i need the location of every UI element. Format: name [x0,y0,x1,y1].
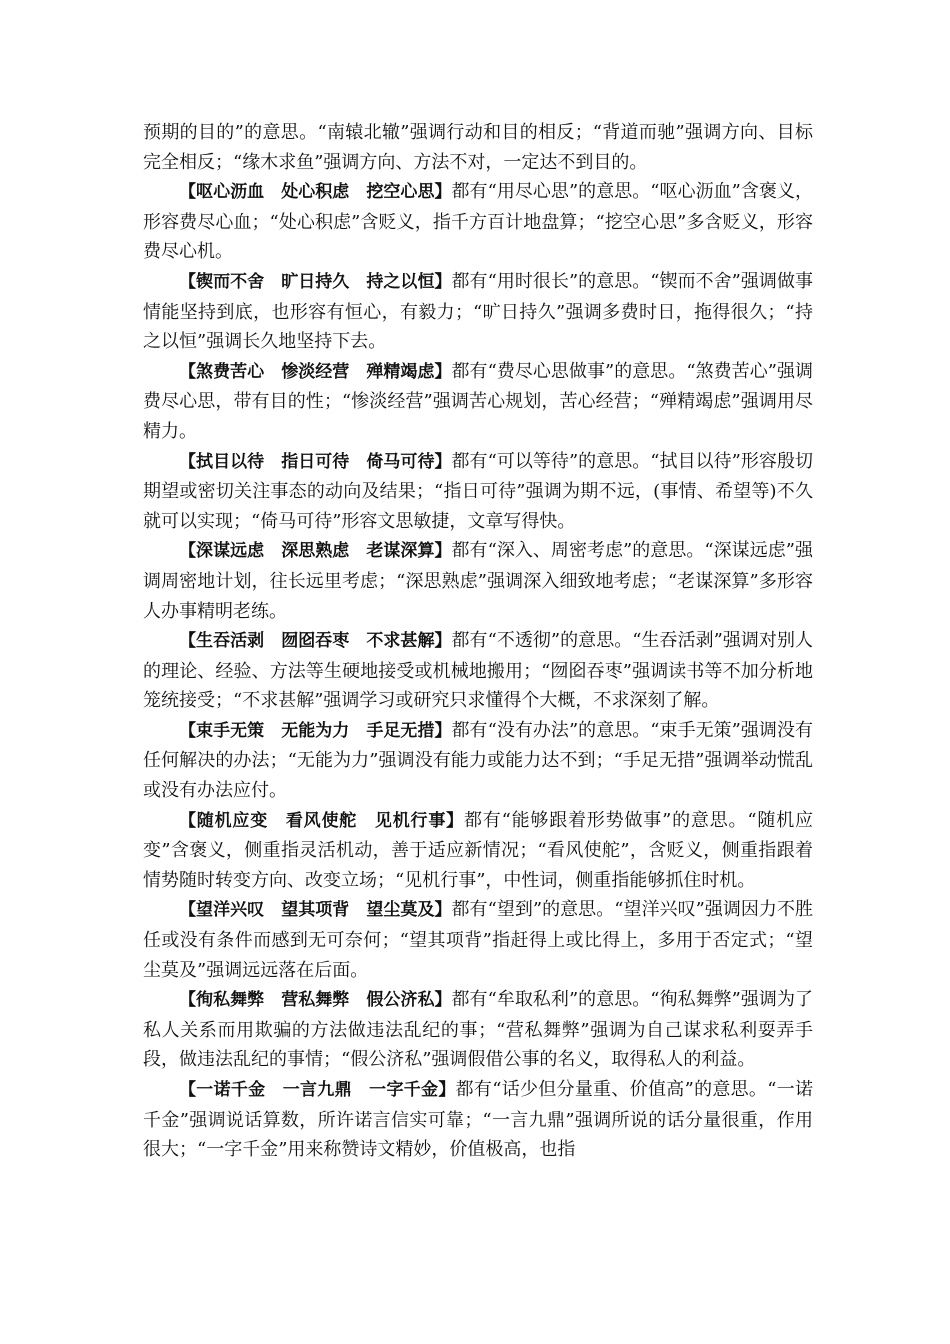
paragraph-text: 都有“可以等待”的意思。“拭目以待”形容殷切期望或密切关注事态的动向及结果；“指日可待”强调为期不远，(事情、希望等)不久就可以实现；“倚马可待”形容文思敏捷，文章写得快。 [143,450,813,532]
idiom-group-heading: 【拭目以待 指日可待 倚马可待】 [179,451,452,472]
paragraph-ouxinlixue [143,177,813,267]
paragraph-continuation [143,118,813,177]
paragraph-shimuyidai [143,447,813,537]
paragraph-qieerbushe [143,267,813,357]
document-body [143,118,813,1165]
paragraph-suijiyingbian [143,806,813,896]
idiom-group-heading: 【锲而不舍 旷日持久 持之以恒】 [179,271,452,292]
idiom-group-heading: 【一诺千金 一言九鼎 一字千金】 [179,1080,456,1100]
paragraph-shenmouyuanlv [143,536,813,626]
paragraph-text: 都有“费尽心思做事”的意思。“煞费苦心”强调费尽心思，带有目的性；“惨淡经营”强调苦心规划，苦心经营；“殚精竭虑”强调用尽精力。 [143,360,813,442]
paragraph-shengtunhuobo [143,626,813,716]
paragraph-yinuoqianjin [143,1075,813,1165]
paragraph-shushouwuce [143,716,813,806]
paragraph-shafeikuxin [143,357,813,447]
idiom-group-heading: 【呕心沥血 处心积虑 挖空心思】 [179,182,452,203]
paragraph-text: 预期的目的”的意思。“南辕北辙”强调行动和目的相反；“背道而驰”强调方向、目标完全相反；“缘木求鱼”强调方向、方法不对，一定达不到目的。 [143,122,813,173]
paragraph-xunsiwubi [143,985,813,1075]
idiom-group-heading: 【束手无策 无能为力 手足无措】 [179,720,452,741]
paragraph-text: 都有“没有办法”的意思。“束手无策”强调没有任何解决的办法；“无能为力”强调没有能力或能力达不到；“手足无措”强调举动慌乱或没有办法应付。 [143,719,813,802]
idiom-group-heading: 【煞费苦心 惨淡经营 殚精竭虑】 [179,361,452,382]
paragraph-text: 都有“牟取私利”的意思。“徇私舞弊”强调为了私人关系而用欺骗的方法做违法乱纪的事；“营私舞弊”强调为自己谋求私利耍弄手段，做违法乱纪的事情；“假公济私”强调假借公事的名义，取得私人的利益。 [143,989,813,1071]
idiom-group-heading: 【徇私舞弊 营私舞弊 假公济私】 [179,990,452,1011]
paragraph-text: 都有“深入、周密考虑”的意思。“深谋远虑”强调周密地计划，往长远里考虑；“深思熟虑”强调深入细致地考虑；“老谋深算”多形容人办事精明老练。 [143,540,813,622]
paragraph-text: 都有“话少但分量重、价值高”的意思。“一诺千金”强调说话算数，所许诺言信实可靠；“一言九鼎”强调所说的话分量很重，作用很大；“一字千金”用来称赞诗文精妙，价值极高，也指 [143,1079,814,1161]
idiom-group-heading: 【生吞活剥 囫囵吞枣 不求甚解】 [179,631,452,652]
paragraph-text: 都有“用时很长”的意思。“锲而不舍”强调做事情能坚持到底，也形容有恒心，有毅力；“旷日持久”强调多费时日，拖得很久；“持之以恒”强调长久地坚持下去。 [143,270,813,353]
paragraph-wangyangxingtan [143,895,813,985]
idiom-group-heading: 【深谋远虑 深思熟虑 老谋深算】 [179,541,452,562]
paragraph-text: 都有“望到”的意思。“望洋兴叹”强调因力不胜任或没有条件而感到无可奈何；“望其项背”指赶得上或比得上，多用于否定式；“望尘莫及”强调远远落在后面。 [143,899,813,981]
paragraph-text: 都有“能够跟着形势做事”的意思。“随机应变”含褒义，侧重指灵活机动，善于适应新情况；“看风使舵”，含贬义，侧重指跟着情势随时转变方向、改变立场；“见机行事”，中性词，侧重指能够抓住时机。 [143,809,814,891]
paragraph-text: 都有“不透彻”的意思。“生吞活剥”强调对别人的理论、经验、方法等生硬地接受或机械地搬用；“囫囵吞枣”强调读书等不加分析地笼统接受；“不求甚解”强调学习或研究只求懂得个大概，不求深刻了解。 [143,630,813,712]
paragraph-text: 都有“用尽心思”的意思。“呕心沥血”含褒义，形容费尽心血；“处心积虑”含贬义，指千方百计地盘算；“挖空心思”多含贬义，形容费尽心机。 [143,181,813,263]
idiom-group-heading: 【望洋兴叹 望其项背 望尘莫及】 [179,900,452,921]
idiom-group-heading: 【随机应变 看风使舵 见机行事】 [179,810,464,831]
